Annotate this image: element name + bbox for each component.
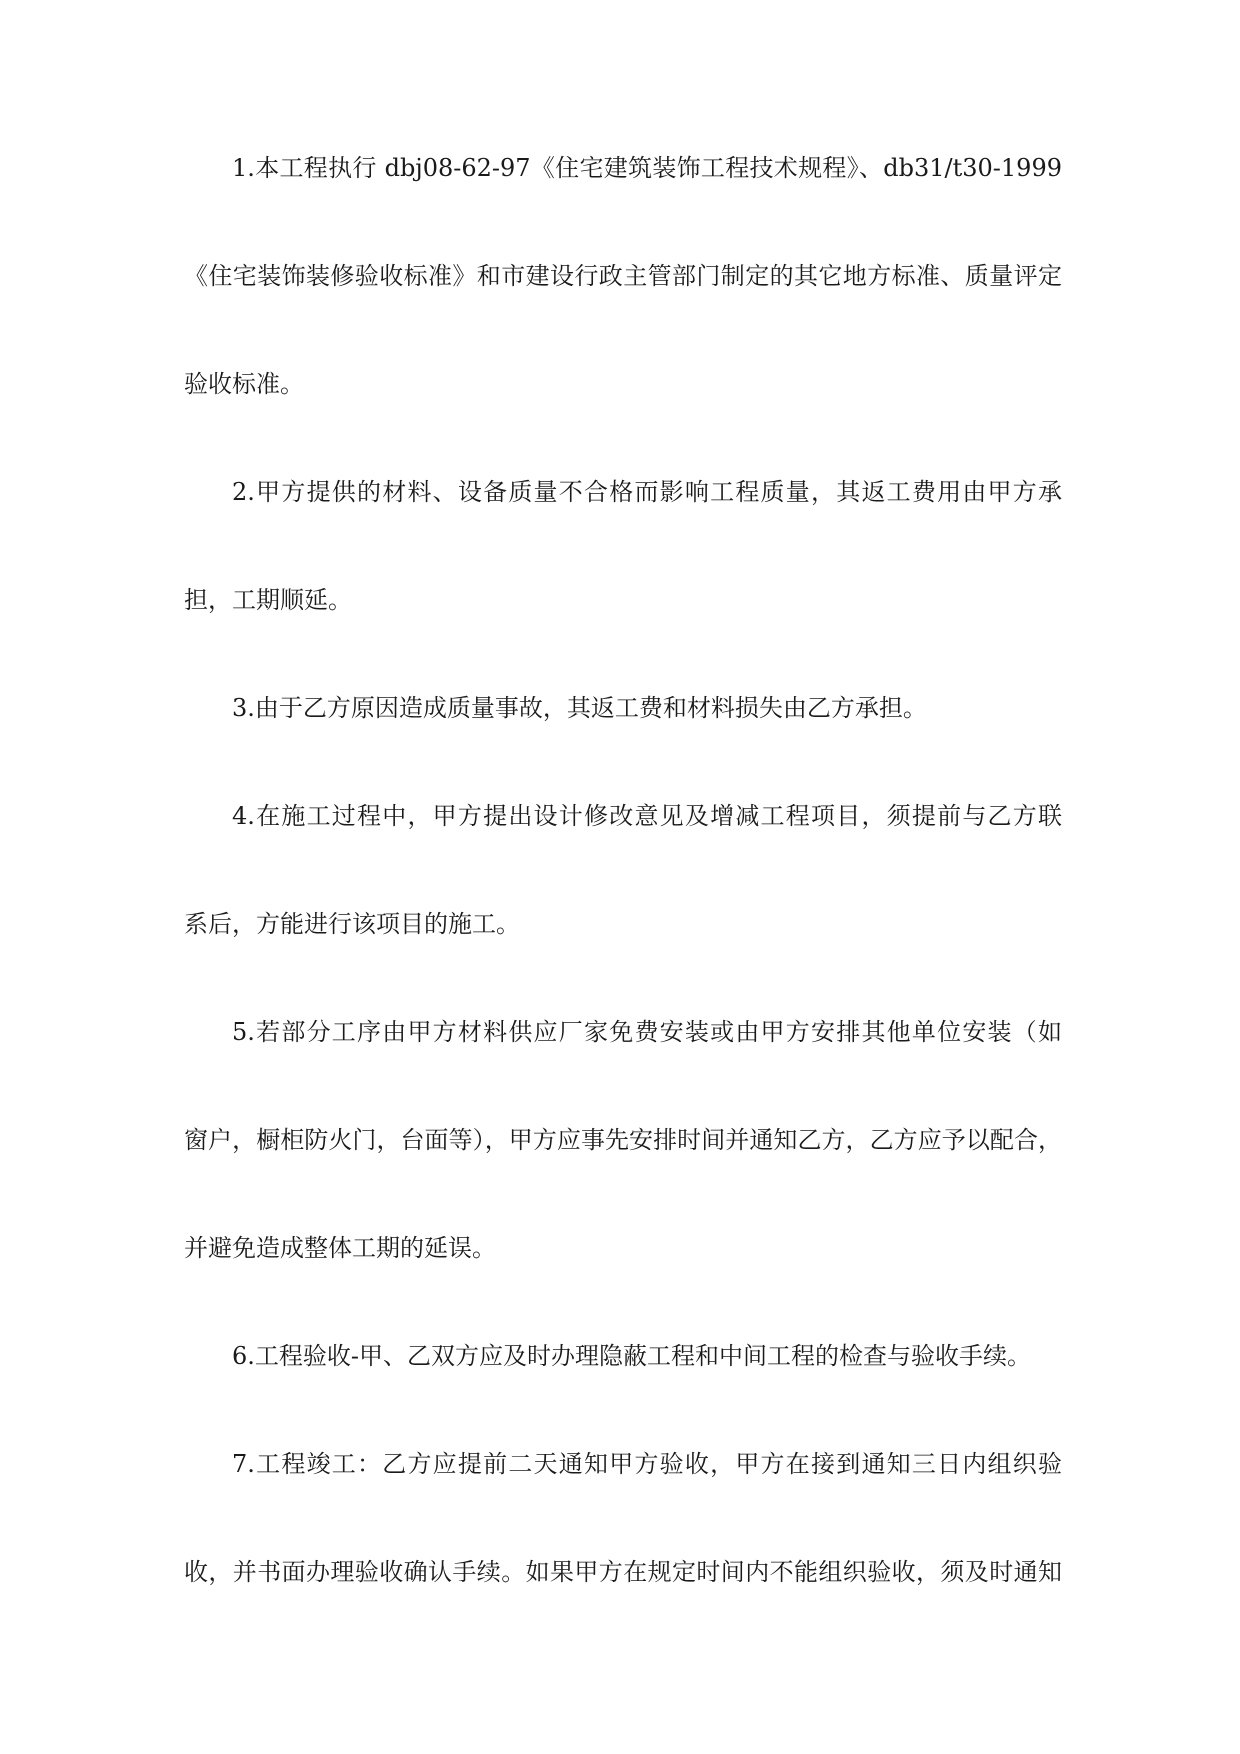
document-body (184, 148, 1062, 1660)
clause-5-line-1: 5.若部分工序由甲方材料供应厂家免费安装或由甲方安排其他单位安装（如 (232, 1018, 1062, 1046)
clause-1-line-3: 验收标准。 (184, 370, 304, 398)
clause-4-line-2: 系后，方能进行该项目的施工。 (184, 910, 520, 938)
clause-7-line-2: 收，并书面办理验收确认手续。如果甲方在规定时间内不能组织验收，须及时通知 (184, 1558, 1062, 1586)
clause-1-line-1: 1.本工程执行 dbj08-62-97《住宅建筑装饰工程技术规程》、db31/t30-1999 (232, 154, 1062, 182)
clause-4-line-1: 4.在施工过程中，甲方提出设计修改意见及增减工程项目，须提前与乙方联 (232, 802, 1062, 830)
clause-7-line-1: 7.工程竣工：乙方应提前二天通知甲方验收，甲方在接到通知三日内组织验 (232, 1450, 1062, 1478)
clause-6-line-1: 6.工程验收-甲、乙双方应及时办理隐蔽工程和中间工程的检查与验收手续。 (232, 1342, 1032, 1370)
clause-2-line-2: 担，工期顺延。 (184, 586, 352, 614)
clause-3-line-1: 3.由于乙方原因造成质量事故，其返工费和材料损失由乙方承担。 (232, 694, 927, 722)
clause-5-line-3: 并避免造成整体工期的延误。 (184, 1234, 496, 1262)
clause-2-line-1: 2.甲方提供的材料、设备质量不合格而影响工程质量，其返工费用由甲方承 (232, 478, 1062, 506)
clause-5-line-2: 窗户，橱柜防火门，台面等），甲方应事先安排时间并通知乙方，乙方应予以配合， (184, 1126, 1062, 1154)
clause-1-line-2: 《住宅装饰装修验收标准》和市建设行政主管部门制定的其它地方标准、质量评定 (184, 262, 1062, 290)
